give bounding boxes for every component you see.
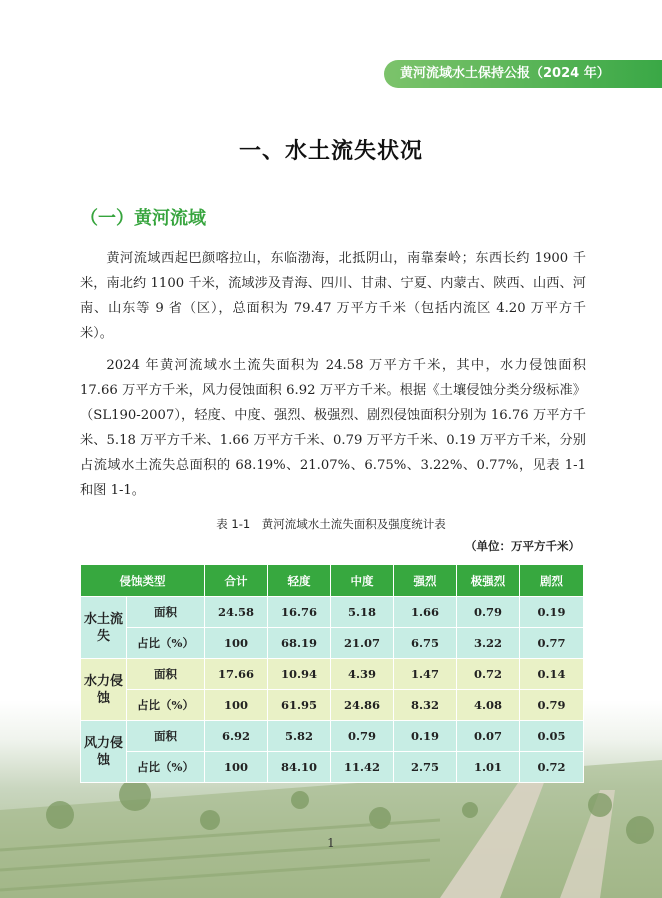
header-intense: 强烈	[394, 565, 457, 597]
table-cell: 4.08	[457, 690, 520, 721]
table-row	[81, 597, 584, 628]
header-severe: 剧烈	[520, 565, 584, 597]
header-total: 合计	[205, 565, 268, 597]
table-row	[81, 721, 584, 752]
table-unit: （单位：万平方千米）	[465, 539, 580, 553]
table-cell: 3.22	[457, 628, 520, 659]
table-cell: 61.95	[268, 690, 331, 721]
paragraph-erosion-summary: 2024 年黄河流域水土流失面积为 24.58 万平方千米，其中，水力侵蚀面积 17.66 万平方千米，风力侵蚀面积 6.92 万平方千米。根据《土壤侵蚀分类分级标准》（SL190-2007），轻度、中度、强烈、极强烈、剧烈侵蚀面积分别为 16.76 万平方千米、5.18 万平方千米、1.66 万平方千米、0.79 万平方千米、0.19 万平方千米，分别占流域水土流失总面积的 68.19%、21.07%、6.75%、3.22%、0.77%，见表 1-1 和图 1-1。	[80, 358, 586, 498]
chapter-title: 一、水土流失状况	[238, 138, 423, 164]
table-cell: 0.79	[520, 690, 584, 721]
table-cell: 11.42	[331, 752, 394, 783]
table-cell: 1.01	[457, 752, 520, 783]
table-cell: 24.58	[205, 597, 268, 628]
table-cell: 6.75	[394, 628, 457, 659]
table-cell: 0.72	[457, 659, 520, 690]
row-label: 面积	[127, 597, 205, 628]
header-mild: 轻度	[268, 565, 331, 597]
table-cell: 0.79	[331, 721, 394, 752]
table-cell: 0.19	[394, 721, 457, 752]
table-cell: 24.86	[331, 690, 394, 721]
table-cell: 4.39	[331, 659, 394, 690]
table-cell: 1.66	[394, 597, 457, 628]
table-cell: 0.19	[520, 597, 584, 628]
table-header-row	[81, 565, 584, 597]
group-label-water-erosion: 水力侵蚀	[81, 659, 127, 721]
table-cell: 21.07	[331, 628, 394, 659]
table-cell: 0.14	[520, 659, 584, 690]
table-row	[81, 628, 584, 659]
row-label: 面积	[127, 721, 205, 752]
table-row	[81, 690, 584, 721]
table-cell: 0.77	[520, 628, 584, 659]
table-row	[81, 752, 584, 783]
table-caption: 表 1-1 黄河流域水土流失面积及强度统计表	[216, 517, 446, 531]
report-header-banner: 黄河流域水土保持公报（2024 年）	[384, 60, 662, 88]
page-number: 1	[327, 836, 335, 850]
header-very-intense: 极强烈	[457, 565, 520, 597]
table-cell: 16.76	[268, 597, 331, 628]
table-cell: 0.72	[520, 752, 584, 783]
group-label-soil-loss: 水土流失	[81, 597, 127, 659]
table-cell: 10.94	[268, 659, 331, 690]
row-label: 面积	[127, 659, 205, 690]
table-cell: 5.82	[268, 721, 331, 752]
table-cell: 0.79	[457, 597, 520, 628]
table-cell: 0.05	[520, 721, 584, 752]
header-erosion-type: 侵蚀类型	[81, 565, 205, 597]
table-cell: 17.66	[205, 659, 268, 690]
row-label: 占比（%）	[127, 690, 205, 721]
table-cell: 100	[205, 752, 268, 783]
erosion-statistics-table	[80, 564, 584, 783]
table-cell: 100	[205, 690, 268, 721]
table-cell: 5.18	[331, 597, 394, 628]
table-row	[81, 659, 584, 690]
table-cell: 68.19	[268, 628, 331, 659]
paragraph-basin-overview: 黄河流域西起巴颜喀拉山，东临渤海，北抵阴山，南靠秦岭；东西长约 1900 千米，南北约 1100 千米，流域涉及青海、四川、甘肃、宁夏、内蒙古、陕西、山西、河南、山东等 9 省（区），总面积为 79.47 万平方千米（包括内流区 4.20 万平方千米）。	[80, 251, 586, 341]
table-cell: 6.92	[205, 721, 268, 752]
table-cell: 0.07	[457, 721, 520, 752]
row-label: 占比（%）	[127, 752, 205, 783]
table-cell: 84.10	[268, 752, 331, 783]
table-cell: 1.47	[394, 659, 457, 690]
row-label: 占比（%）	[127, 628, 205, 659]
group-label-wind-erosion: 风力侵蚀	[81, 721, 127, 783]
section-heading: （一）黄河流域	[80, 208, 206, 229]
table-cell: 2.75	[394, 752, 457, 783]
table-cell: 8.32	[394, 690, 457, 721]
header-moderate: 中度	[331, 565, 394, 597]
table-cell: 100	[205, 628, 268, 659]
